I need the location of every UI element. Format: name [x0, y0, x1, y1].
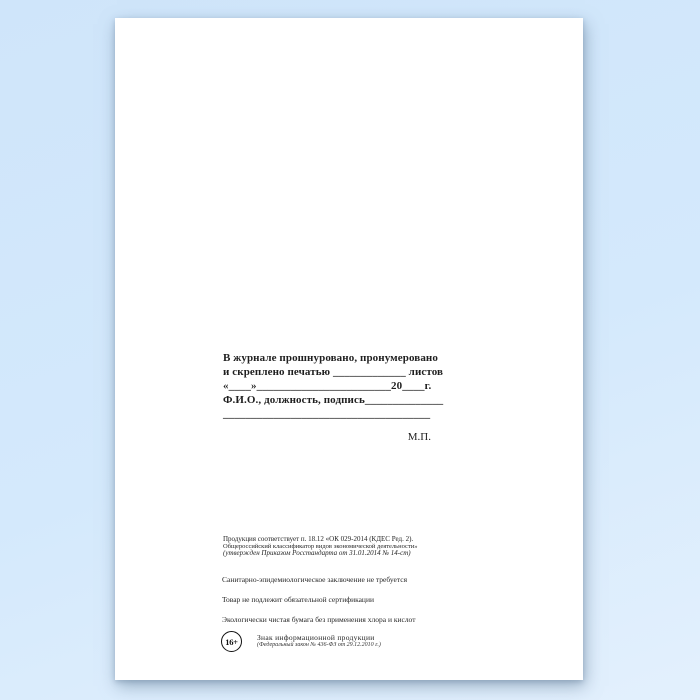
stitch-line-5: _____________________________________	[223, 408, 431, 420]
product-compliance-block	[223, 536, 453, 558]
certification-note: Товар не подлежит обязательной сертификации	[222, 595, 374, 604]
product-compliance-line-1: Продукция соответствует п. 18.12 «ОК 029-2014 (КДЕС Ред. 2).	[223, 535, 414, 543]
ecology-note: Экологически чистая бумага без применения хлора и кислот	[222, 614, 416, 624]
age-rating-16-icon	[221, 631, 242, 652]
stitch-certification-block	[223, 351, 444, 421]
age-rating-label: 16+	[225, 636, 238, 647]
stitch-line-2: и скреплено печатью _____________ листов	[223, 366, 444, 378]
information-product-law: (Федеральный закон № 436-ФЗ от 29.12.2010 г.)	[257, 642, 381, 648]
information-product-mark	[257, 633, 381, 649]
stitch-line-3: «____»________________________20____г.	[223, 380, 432, 392]
sanitary-note: Санитарно-эпидемиологическое заключение не требуется	[222, 575, 408, 584]
stitch-line-1: В журнале прошнуровано, пронумеровано	[223, 352, 438, 364]
stitch-line-4: Ф.И.О., должность, подпись______________	[223, 394, 444, 406]
journal-back-page	[115, 18, 583, 680]
stamp-place-label: М.П.	[407, 431, 431, 443]
information-product-title: Знак информационной продукции	[257, 633, 375, 642]
product-compliance-line-2: Общероссийский классификатор видов экономической деятельности»	[223, 543, 418, 551]
product-compliance-line-3: (утвержден Приказом Росстандарта от 31.01.2014 № 14-ст)	[223, 549, 411, 558]
